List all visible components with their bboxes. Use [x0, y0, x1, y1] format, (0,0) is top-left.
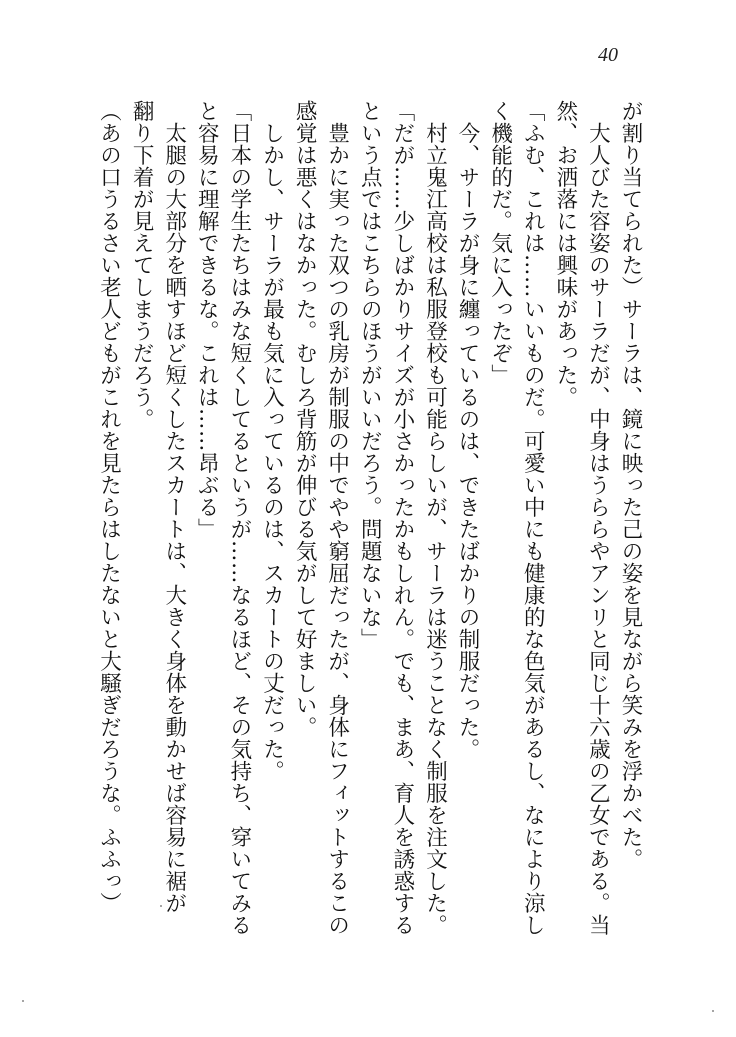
text-line: 「ふむ、これは……いいものだ。可愛い中にも健康的な色気があるし、なにより涼し [520, 100, 546, 936]
text-line: 村立鬼江高校は私服登校も可能らしいが、サーラは迷うことなく制服を注文した。 [422, 100, 448, 936]
text-line: 太腿の大部分を晒すほど短くしたスカートは、大きく身体を動かせば容易に裾が [161, 100, 187, 914]
text-line: 然、お洒落には興味があった。 [552, 100, 578, 408]
text-line: 豊かに実った双つの乳房が制服の中でやや窮屈だったが、身体にフィットするこの [324, 100, 350, 936]
scan-speck [22, 1000, 24, 1002]
text-line: と容易に理解できるな。これは……昂ぶる」 [194, 100, 220, 540]
body-text [86, 100, 646, 960]
text-line: 翻り下着が見えてしまうだろう。 [129, 100, 155, 430]
text-line: （あの口うるさい老人どもがこれを見たらはしたないと大騒ぎだろうな。ふふっ） [96, 100, 122, 914]
text-line: 今、サーラが身に纏っているのは、できたばかりの制服だった。 [455, 100, 481, 760]
text-line: 大人びた容姿のサーラだが、中身はうららやアンリと同じ十六歳の乙女である。当 [585, 100, 611, 936]
text-line: しかし、サーラが最も気に入っているのは、スカートの丈だった。 [259, 100, 285, 782]
scan-speck [160, 905, 162, 907]
text-line: 「日本の学生たちはみな短くしてるというが……なるほど、その気持ち、穿いてみる [226, 100, 252, 936]
text-line: が割り当てられた）サーラは、鏡に映った己の姿を見ながら笑みを浮かべた。 [618, 100, 643, 870]
text-line: という点ではこちらのほうがいいだろう。問題ないな」 [357, 100, 383, 650]
text-line: く機能的だ。気に入ったぞ」 [487, 100, 513, 386]
scan-speck [712, 1010, 714, 1012]
text-line: 感覚は悪くはなかった。むしろ背筋が伸びる気がして好ましい。 [292, 100, 318, 738]
page-number: 40 [598, 44, 618, 66]
text-line: 「だが……少しばかりサイズが小さかったかもしれん。でも、まあ、育人を誘惑する [389, 100, 415, 936]
